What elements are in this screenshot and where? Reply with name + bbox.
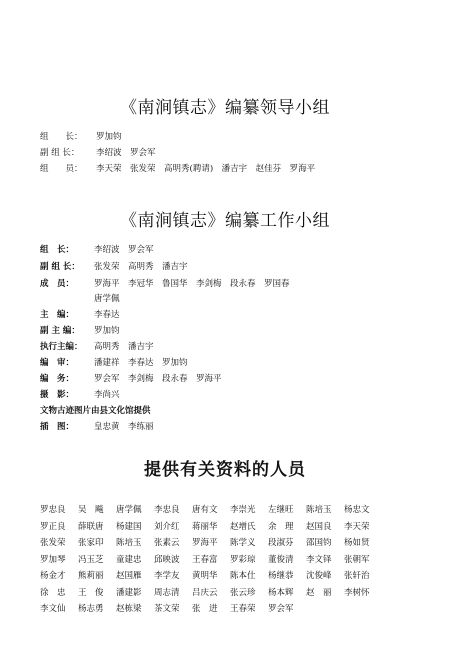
contributor-name: 罗忠良	[40, 505, 66, 515]
contributor-name: 杨如贤	[344, 538, 370, 548]
names-row	[40, 535, 420, 552]
contributor-name: 李文铎	[306, 554, 332, 565]
row-label: 主 编：	[40, 310, 75, 320]
section2-row	[40, 309, 120, 322]
contributor-name: 茶文荣	[154, 604, 180, 614]
row-value: 罗加钧	[96, 132, 122, 142]
row-label: 插 图：	[40, 422, 75, 432]
contributor-name: 王 俊	[78, 587, 104, 598]
names-row	[40, 519, 420, 536]
contributor-name: 潘建影	[116, 587, 142, 598]
contributor-name: 段淑芬	[268, 538, 294, 548]
row-value: 李绍波 罗会军	[96, 148, 156, 158]
contributor-name: 蒋丽华	[192, 521, 218, 532]
contributor-name: 王春荣	[230, 604, 256, 614]
contributor-name: 张家印	[78, 538, 104, 548]
row-label: 副 组 长：	[40, 262, 80, 272]
contributor-name: 罗彩琼	[230, 554, 256, 565]
names-row	[40, 502, 420, 519]
section2-row	[40, 293, 120, 306]
contributor-name: 吴 飚	[78, 505, 104, 515]
contributor-name: 邱映波	[154, 554, 180, 565]
contributor-names-grid	[40, 502, 420, 618]
row-value: 李绍波 罗会军	[94, 245, 154, 255]
row-value: 罗加钧	[94, 326, 120, 336]
contributor-name: 李树怀	[344, 587, 370, 598]
contributor-name: 邵国钧	[306, 538, 332, 548]
contributor-name: 左继旺	[268, 505, 294, 515]
contributor-name: 沈俊峰	[306, 571, 332, 581]
section2-row	[40, 389, 120, 402]
row-value: 皇忠黄 李练丽	[94, 422, 154, 432]
row-label: 执行主编：	[40, 342, 83, 352]
contributor-name: 杨志勇	[78, 604, 104, 614]
section1-row	[40, 131, 122, 144]
contributor-name: 熊莉丽	[78, 571, 104, 581]
contributor-name: 杨继恭	[268, 571, 294, 581]
section1-title: 《南涧镇志》编纂领导小组	[120, 98, 330, 118]
row-label: 组 长：	[40, 132, 83, 142]
contributor-name: 张素云	[154, 538, 180, 548]
contributor-name: 王春富	[192, 554, 218, 565]
row-label: 编 务：	[40, 374, 75, 384]
names-row	[40, 552, 420, 569]
contributor-name: 李文仙	[40, 604, 66, 614]
section2-row	[40, 421, 154, 434]
names-row	[40, 585, 420, 602]
row-label: 摄 影：	[40, 390, 75, 400]
contributor-name: 赵国雁	[116, 571, 142, 581]
contributor-name: 赵栋梁	[116, 604, 142, 614]
section3-title: 提供有关资料的人员	[144, 460, 306, 480]
row-value: 潘建祥 李春达 罗加钧	[94, 358, 188, 368]
names-row	[40, 601, 420, 618]
section2-row	[40, 244, 154, 257]
row-value: 李天荣 张发荣 高明秀(聘请) 潘吉宇 赵佳芬 罗海平	[96, 164, 316, 174]
contributor-name	[344, 601, 382, 618]
contributor-name: 张朝军	[344, 554, 370, 565]
contributor-name: 唐学佩	[116, 505, 142, 515]
row-value: 罗海平 李冠华 鲁国华 李剑梅 段永春 罗国春	[94, 279, 290, 289]
section2-row	[40, 357, 188, 370]
contributor-name: 李学友	[154, 571, 180, 581]
row-label: 副 主 编：	[40, 326, 80, 336]
contributor-name: 周志清	[154, 587, 180, 598]
section2-row	[40, 261, 188, 274]
row-label: 组 长：	[40, 245, 75, 255]
contributor-name: 童建忠	[116, 554, 142, 565]
contributor-name: 罗加琴	[40, 554, 66, 565]
contributor-name: 吕庆云	[192, 587, 218, 598]
contributor-name: 薛联唐	[78, 521, 104, 532]
contributor-name: 罗海平	[192, 538, 218, 548]
section2-row	[40, 405, 151, 418]
contributor-name: 赵增氏	[230, 521, 256, 532]
contributor-name: 董俊清	[268, 554, 294, 565]
contributor-name: 张 进	[192, 604, 218, 614]
row-value: 唐学佩	[94, 294, 120, 304]
contributor-name: 赵国良	[306, 521, 332, 532]
contributor-name: 李崇光	[230, 505, 256, 515]
row-label: 副 组 长：	[40, 148, 80, 158]
contributor-name: 余 理	[268, 521, 294, 532]
row-value: 高明秀 潘吉宇	[94, 342, 154, 352]
contributor-name: 陈培玉	[306, 505, 332, 515]
contributor-name: 张轩治	[344, 571, 370, 581]
section1-row	[40, 147, 156, 160]
row-value: 李尚兴	[94, 390, 120, 400]
contributor-name: 陈培玉	[116, 538, 142, 548]
section2-row	[40, 278, 290, 291]
contributor-name: 李忠良	[154, 505, 180, 515]
section2-row	[40, 325, 120, 338]
contributor-name: 罗正良	[40, 521, 66, 532]
contributor-name: 罗会军	[268, 604, 294, 614]
contributor-name: 冯玉芝	[78, 554, 104, 565]
row-value: 张发荣 高明秀 潘吉宇	[94, 262, 188, 272]
row-value: 李春达	[94, 310, 120, 320]
contributor-name: 陈本仕	[230, 571, 256, 581]
contributor-name: 杨本辉	[268, 587, 294, 598]
contributor-name: 张云珍	[230, 587, 256, 598]
contributor-name: 杨忠文	[344, 505, 370, 515]
contributor-name: 黄明华	[192, 571, 218, 581]
contributor-name: 徐 忠	[40, 587, 66, 598]
section2-row	[40, 341, 154, 354]
contributor-name: 杨建国	[116, 521, 142, 532]
contributor-name: 李天荣	[344, 521, 370, 532]
contributor-name: 杨金才	[40, 571, 66, 581]
contributor-name: 唐有文	[192, 505, 218, 515]
section2-row	[40, 373, 222, 386]
row-label: 编 审：	[40, 358, 75, 368]
contributor-name: 刘介红	[154, 521, 180, 532]
row-value: 文物古迹图片由县文化馆提供	[40, 406, 151, 416]
row-value: 罗会军 李剑梅 段永春 罗海平	[94, 374, 222, 384]
row-label: 成 员：	[40, 279, 75, 289]
section1-row	[40, 163, 315, 176]
contributor-name: 赵 丽	[306, 587, 332, 598]
names-row	[40, 568, 420, 585]
section2-title: 《南涧镇志》编纂工作小组	[120, 211, 330, 231]
contributor-name: 陈学义	[230, 538, 256, 548]
row-label: 组 员：	[40, 164, 83, 174]
contributor-name: 张发荣	[40, 538, 66, 548]
contributor-name	[306, 601, 344, 618]
